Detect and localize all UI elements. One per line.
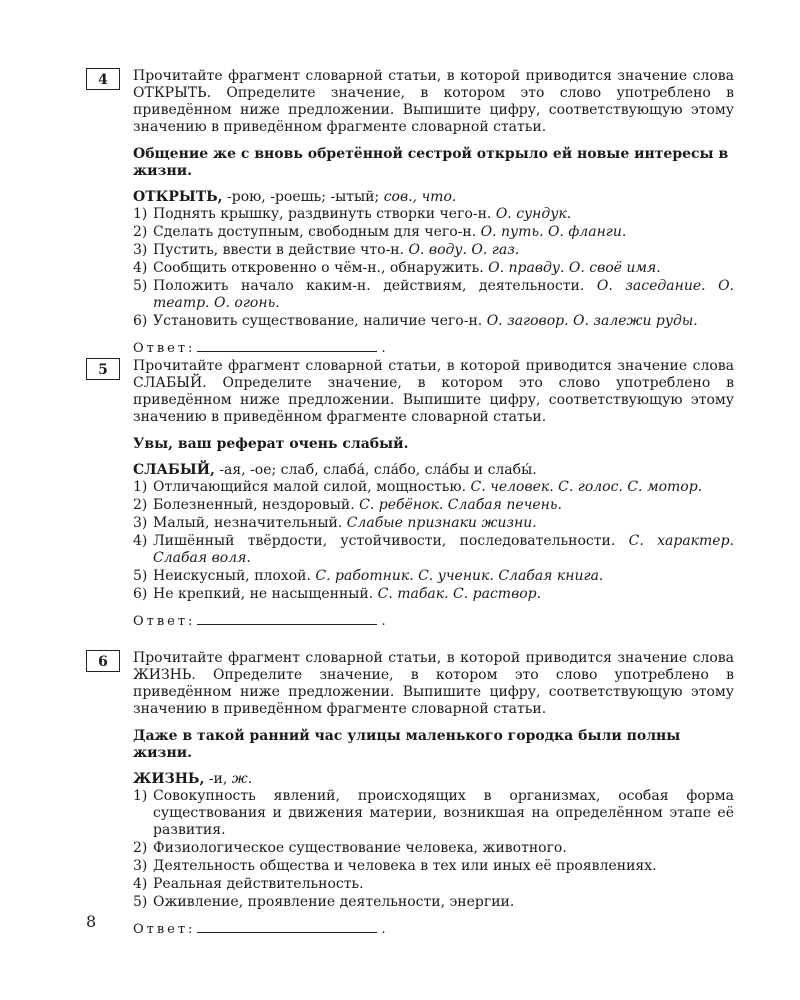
sense-item	[133, 497, 734, 514]
sense-item	[133, 586, 734, 603]
sense-text: Поднять крышку, раздвинуть створки чего-н.	[153, 206, 496, 222]
sense-example: С. человек. С. голос. С. мотор.	[470, 479, 703, 495]
sense-item	[133, 533, 734, 567]
sense-number: 3)	[133, 242, 148, 258]
sense-text: Деятельность общества и человека в тех или иных её проявлениях.	[153, 858, 657, 874]
sense-text: Пустить, ввести в действие что-н.	[153, 242, 409, 258]
sense-number: 3)	[133, 515, 148, 531]
sense-item	[133, 876, 734, 893]
headword-grammar-italic: ж.	[231, 771, 253, 787]
sense-text: Болезненный, нездоровый.	[153, 497, 360, 513]
sense-item	[133, 224, 734, 241]
dictionary-headword	[133, 771, 734, 788]
sense-text: Неискусный, плохой.	[153, 568, 316, 584]
headword-grammar: -рою, -роешь; -ытый;	[222, 189, 384, 205]
sense-text: Физиологическое существование человека, животного.	[153, 840, 567, 856]
task-body	[133, 68, 734, 356]
sense-example: О. сундук.	[495, 206, 572, 222]
answer-line[interactable]	[197, 920, 377, 933]
sense-item	[133, 568, 734, 585]
task-5	[86, 358, 734, 629]
sense-item	[133, 206, 734, 223]
sense-list	[133, 206, 734, 330]
sense-list	[133, 788, 734, 911]
task-4	[86, 68, 734, 356]
sense-example: О. заседание. О. театр. О. огонь.	[153, 278, 734, 311]
sense-number: 6)	[133, 313, 148, 329]
answer-line[interactable]	[197, 339, 377, 352]
answer-label: Ответ:	[133, 922, 196, 937]
sense-number: 2)	[133, 497, 148, 513]
task-instruction: Прочитайте фрагмент словарной статьи, в которой приводится значение слова ЖИЗНЬ. Определите значение, в котором это слово употреблено в приведённом ниже предложении. Выпишите цифру, соответствующую этому значению в приведённом фрагменте словарной статьи.	[133, 650, 734, 717]
sense-number: 6)	[133, 586, 148, 602]
sense-text: Установить существование, наличие чего-н.	[153, 313, 487, 329]
sense-item	[133, 788, 734, 839]
task-sentence: Увы, ваш реферат очень слабый.	[133, 436, 409, 452]
headword-grammar-italic: сов., что.	[383, 189, 457, 205]
task-instruction: Прочитайте фрагмент словарной статьи, в которой приводится значение слова СЛАБЫЙ. Определите значение, в котором это слово употреблено в приведённом ниже предложении. Выпишите цифру, соответствующую этому значению в приведённом фрагменте словарной статьи.	[133, 358, 734, 425]
sense-number: 2)	[133, 224, 148, 240]
answer-label: Ответ:	[133, 614, 196, 629]
sense-item	[133, 479, 734, 496]
sense-example: С. табак. С. раствор.	[377, 586, 542, 602]
sense-number: 1)	[133, 479, 148, 495]
sense-item	[133, 242, 734, 259]
page-number: 8	[86, 912, 97, 931]
task-body	[133, 650, 734, 937]
sense-text: Лишённый твёрдости, устойчивости, последовательности.	[153, 533, 629, 549]
sense-number: 5)	[133, 894, 148, 910]
sense-number: 4)	[133, 876, 148, 892]
sense-item	[133, 278, 734, 312]
sense-item	[133, 313, 734, 330]
sense-item	[133, 260, 734, 277]
answer-label: Ответ:	[133, 341, 196, 356]
sense-number: 5)	[133, 568, 148, 584]
answer-row: Ответ: .	[133, 922, 386, 937]
task-sentence: Даже в такой ранний час улицы маленького городка были полны жизни.	[133, 728, 681, 761]
sense-number: 1)	[133, 206, 148, 222]
sense-number: 1)	[133, 788, 148, 804]
sense-item	[133, 858, 734, 875]
task-sentence: Общение же с вновь обретённой сестрой открыло ей новые интересы в жизни.	[133, 146, 729, 179]
headword: ЖИЗНЬ,	[133, 771, 205, 787]
sense-number: 2)	[133, 840, 148, 856]
sense-number: 5)	[133, 278, 148, 294]
dictionary-headword	[133, 189, 734, 206]
sense-example: С. ребёнок. Слабая печень.	[359, 497, 562, 513]
sense-number: 4)	[133, 533, 148, 549]
sense-example: С. характер. Слабая воля.	[153, 533, 734, 566]
task-number-box: 5	[86, 358, 120, 380]
task-number-box: 4	[86, 68, 120, 90]
sense-number: 4)	[133, 260, 148, 276]
answer-line[interactable]	[197, 612, 377, 625]
sense-text: Сообщить откровенно о чём-н., обнаружить.	[153, 260, 489, 276]
sense-text: Малый, незначительный.	[153, 515, 347, 531]
headword-grammar: -ая, -ое; слаб, слаба́, сла́бо, сла́бы и слабы́.	[214, 462, 537, 478]
sense-example: О. заговор. О. залежи руды.	[486, 313, 698, 329]
sense-text: Отличающийся малой силой, мощностью.	[153, 479, 471, 495]
headword-grammar: -и,	[204, 771, 232, 787]
task-6	[86, 650, 734, 937]
sense-example: С. работник. С. ученик. Слабая книга.	[315, 568, 604, 584]
headword: ОТКРЫТЬ,	[133, 189, 223, 205]
sense-text: Совокупность явлений, происходящих в организмах, особая форма существования и движения материи, возникшая на определённом этапе её развития.	[153, 788, 734, 838]
sense-example: О. правду. О. своё имя.	[488, 260, 661, 276]
sense-text: Положить начало каким-н. действиям, деятельности.	[153, 278, 597, 294]
answer-row: Ответ: .	[133, 341, 386, 356]
sense-item	[133, 515, 734, 532]
sense-text: Сделать доступным, свободным для чего-н.	[153, 224, 481, 240]
sense-example: О. путь. О. фланги.	[480, 224, 627, 240]
task-body	[133, 358, 734, 629]
task-instruction: Прочитайте фрагмент словарной статьи, в которой приводится значение слова ОТКРЫТЬ. Определите значение, в котором это слово употреблено в приведённом ниже предложении. Выпишите цифру, соответствующую этому значению в приведённом фрагменте словарной статьи.	[133, 68, 734, 135]
sense-text: Оживление, проявление деятельности, энергии.	[153, 894, 515, 910]
sense-item	[133, 894, 734, 911]
headword: СЛАБЫЙ,	[133, 462, 215, 478]
sense-example: О. воду. О. газ.	[408, 242, 520, 258]
dictionary-headword	[133, 462, 734, 479]
sense-number: 3)	[133, 858, 148, 874]
task-number-box: 6	[86, 650, 120, 672]
sense-item	[133, 840, 734, 857]
answer-row: Ответ: .	[133, 614, 386, 629]
sense-text: Не крепкий, не насыщенный.	[153, 586, 378, 602]
sense-text: Реальная действительность.	[153, 876, 364, 892]
sense-list	[133, 479, 734, 603]
sense-example: Слабые признаки жизни.	[346, 515, 537, 531]
